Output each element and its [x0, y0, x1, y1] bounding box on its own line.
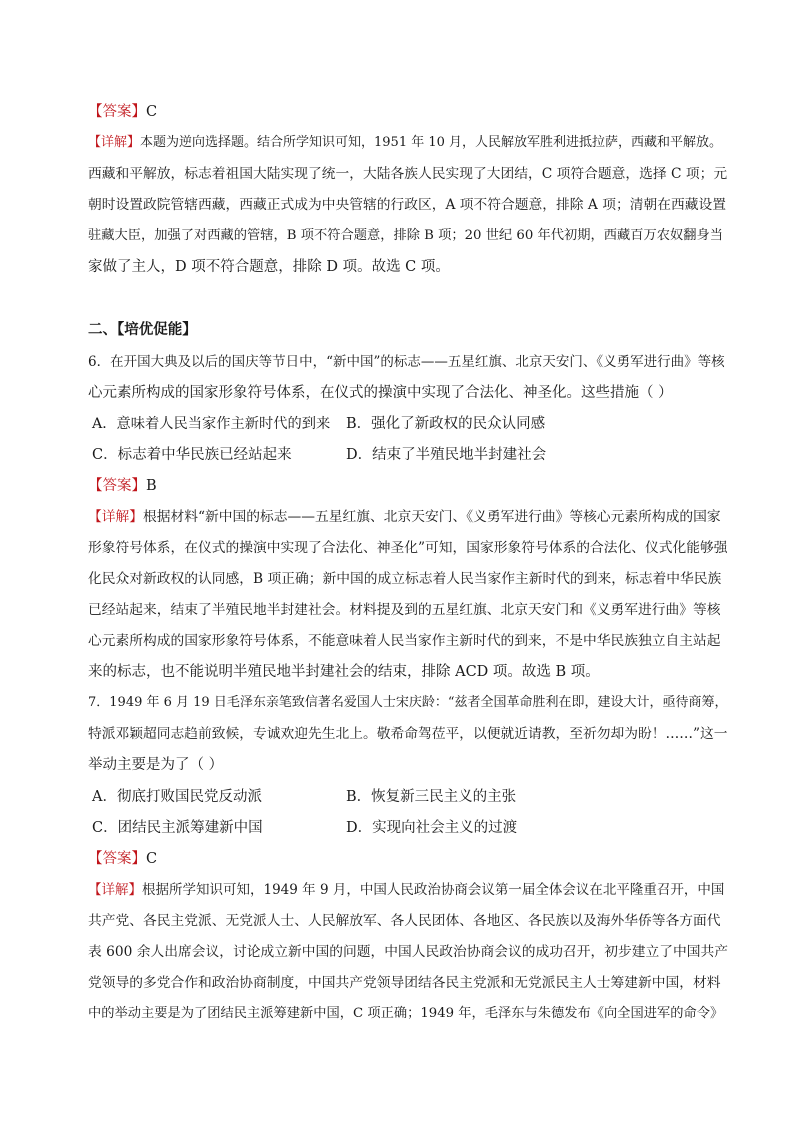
answer-tag: 【答案】 [88, 104, 146, 120]
detail-tag: 【详解】 [88, 135, 141, 150]
q6-detail-line-1 [88, 507, 728, 527]
q6-option-c: C．标志着中华民族已经站起来 [92, 447, 292, 463]
answer-value: C [146, 104, 158, 120]
q5-detail-line-5: 家做了主人，D 项不符合题意，排除 D 项。故选 C 项。 [88, 259, 450, 275]
answer-value: B [146, 478, 157, 494]
q6-detail-line-2: 形象符号体系，在仪式的操演中实现了合法化、神圣化”可知，国家形象符号体系的合法化、仪式化能够强 [88, 540, 728, 556]
q6-answer-line [88, 476, 728, 496]
q5-detail-line-1 [88, 133, 728, 153]
q6-option-b: B．强化了新政权的民众认同感 [346, 416, 546, 432]
q7-option-d: D．实现向社会主义的过渡 [346, 820, 518, 836]
detail-tag: 【详解】 [88, 509, 144, 525]
q5-detail-line-4: 驻藏大臣，加强了对西藏的管辖，B 项不符合题意，排除 B 项；20 世纪 60 年代初期，西藏百万农奴翻身当 [88, 228, 723, 243]
q7-stem-line-2: 特派邓颖超同志趋前致候，专诚欢迎先生北上。敬希命驾莅平，以便就近请教，至祈勿却为盼！……”这一 [88, 726, 728, 742]
q6-stem-line-1: 6．在开国大典及以后的国庆等节日中，“新中国”的标志——五星红旗、北京天安门、《义勇军进行曲》等核 [88, 354, 725, 370]
q6-detail-line-5: 心元素所构成的国家形象符号体系，不能意味着人民当家作主新时代的到来，不是中华民族独立自主站起 [88, 633, 721, 649]
q6-detail-line-4: 已经站起来，结束了半殖民地半封建社会。材料提及到的五星红旗、北京天安门和《义勇军进行曲》等核 [88, 602, 721, 618]
q7-answer-line [88, 849, 728, 869]
section-heading: 二、【培优促能】 [88, 321, 197, 338]
q5-detail-line-3: 朝时设置政院管辖西藏，西藏正式成为中央管辖的行政区，A 项不符合题意，排除 A 项；清朝在西藏设置 [88, 197, 726, 213]
answer-tag: 【答案】 [88, 851, 146, 867]
detail-text: 本题为逆向选择题。结合所学知识可知，1951 年 10 月，人民解放军胜利进抵拉萨，西藏和平解放。 [140, 135, 723, 150]
q5-answer-line [88, 102, 728, 122]
q7-detail-line-1 [88, 880, 728, 900]
answer-value: C [146, 851, 158, 867]
q7-detail-line-3: 表 600 余人出席会议，讨论成立新中国的问题，中国人民政治协商会议的成功召开，初步建立了中国共产 [88, 944, 728, 960]
q5-detail-line-2: 西藏和平解放，标志着祖国大陆实现了统一，大陆各族人民实现了大团结，C 项符合题意，选择 C 项；元 [88, 166, 728, 182]
detail-text: 根据所学知识可知，1949 年 9 月，中国人民政治协商会议第一届全体会议在北平隆重召开，中国 [142, 882, 725, 898]
q7-detail-line-2: 共产党、各民主党派、无党派人士、人民解放军、各人民团体、各地区、各民族以及海外华侨等各方面代 [88, 913, 721, 929]
q6-option-a: A．意味着人民当家作主新时代的到来 [92, 416, 331, 432]
answer-tag: 【答案】 [88, 478, 146, 494]
detail-tag: 【详解】 [88, 882, 142, 898]
detail-text: 根据材料“新中国的标志——五星红旗、北京天安门、《义勇军进行曲》等核心元素所构成的国家 [143, 509, 721, 525]
q7-option-c: C．团结民主派筹建新中国 [92, 820, 263, 836]
q6-detail-line-6: 来的标志，也不能说明半殖民地半封建社会的结束，排除 ACD 项。故选 B 项。 [88, 664, 600, 680]
q7-detail-line-4: 党领导的多党合作和政治协商制度，中国共产党领导团结各民主党派和无党派民主人士筹建新中国，材料 [88, 975, 721, 991]
q7-detail-line-5: 中的举动主要是为了团结民主派筹建新中国，C 项正确；1949 年，毛泽东与朱德发布《向全国进军的命令》 [88, 1006, 724, 1021]
q7-option-b: B．恢复新三民主义的主张 [346, 789, 517, 805]
q7-stem-line-3: 举动主要是为了（ ） [88, 757, 224, 773]
q6-stem-line-2: 心元素所构成的国家形象符号体系，在仪式的操演中实现了合法化、神圣化。这些措施（ ） [88, 385, 673, 401]
q6-detail-line-3: 化民众对新政权的认同感，B 项正确；新中国的成立标志着人民当家作主新时代的到来，标志着中华民族 [88, 571, 722, 587]
q6-option-d: D．结束了半殖民地半封建社会 [346, 447, 547, 463]
q7-stem-line-1: 7．1949 年 6 月 19 日毛泽东亲笔致信著名爱国人士宋庆龄：“兹者全国革命胜利在即，建设大计，亟待商筹， [88, 695, 728, 710]
q7-option-a: A．彻底打败国民党反动派 [92, 789, 262, 805]
